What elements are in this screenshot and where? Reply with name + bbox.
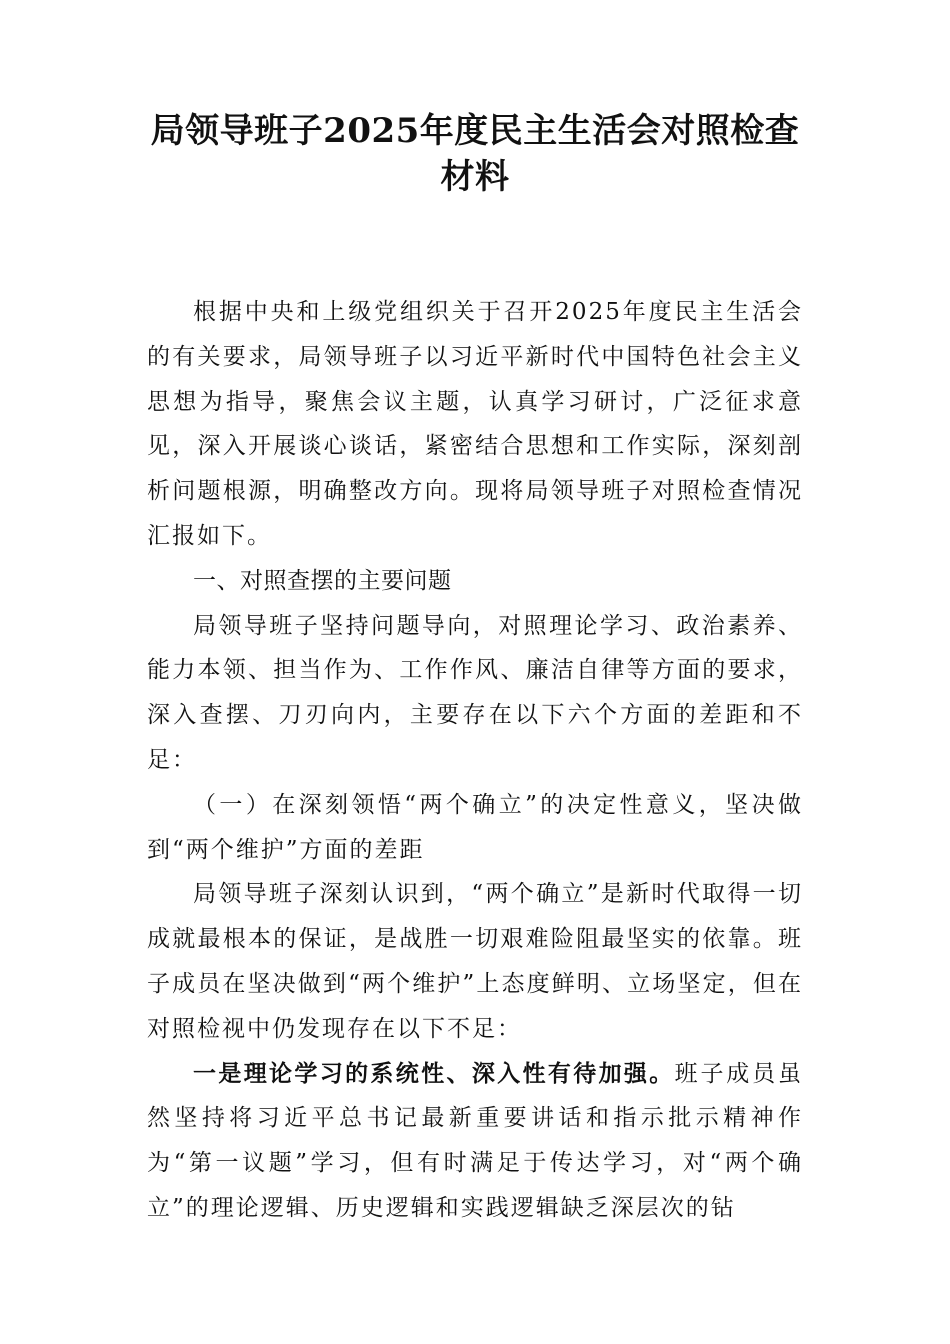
point-1-paragraph [147,1052,803,1231]
subsection-heading-1: （一）在深刻领悟“两个确立”的决定性意义，坚决做到“两个维护”方面的差距 [147,791,803,863]
document-title [147,108,803,200]
title-line-2: 材料 [440,157,510,197]
point-1-text: 班子成员虽然坚持将习近平总书记最新重要讲话和指示批示精神作为“第一议题”学习，但有时满足于传达学习，对“两个确立”的理论逻辑、历史逻辑和实践逻辑缺乏深层次的钻 [147,1060,804,1221]
document-page [147,108,803,1231]
subsection-1-paragraph: 局领导班子深刻认识到，“两个确立”是新时代取得一切成就最根本的保证，是战胜一切艰难险阻最坚实的依靠。班子成员在坚决做到“两个维护”上态度鲜明、立场坚定，但在对照检视中仍发现存在以下不足： [147,881,803,1042]
title-line-1: 局领导班子2025年度民主生活会对照检查 [150,111,800,151]
section-1-paragraph: 局领导班子坚持问题导向，对照理论学习、政治素养、能力本领、担当作为、工作作风、廉洁自律等方面的要求，深入查摆、刀刃向内，主要存在以下六个方面的差距和不足： [147,612,803,773]
point-1-lead: 一是理论学习的系统性、深入性有待加强。 [193,1060,675,1087]
document-body [147,290,803,1231]
section-heading-1: 一、对照查摆的主要问题 [193,567,452,594]
intro-paragraph: 根据中央和上级党组织关于召开2025年度民主生活会的有关要求，局领导班子以习近平新时代中国特色社会主义思想为指导，聚焦会议主题，认真学习研讨，广泛征求意见，深入开展谈心谈话，紧密结合思想和工作实际，深刻剖析问题根源，明确整改方向。现将局领导班子对照检查情况汇报如下。 [147,299,803,549]
